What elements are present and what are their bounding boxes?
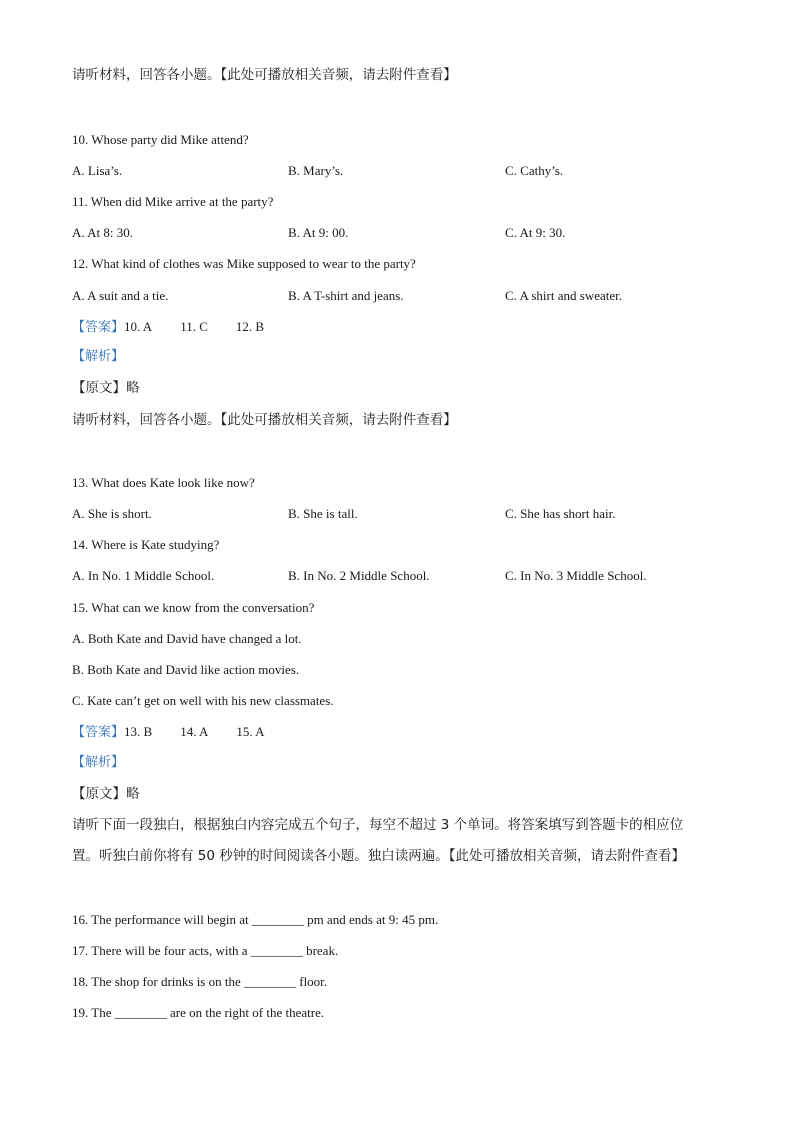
answer-tag: 【答案】 — [72, 725, 125, 740]
original-line-2 — [72, 785, 140, 803]
original-line-1 — [72, 379, 140, 397]
analysis-tag-1: 【解析】 — [72, 349, 125, 364]
answer-11: 11. C — [180, 319, 208, 334]
q11-option-b: B. At 9: 00. — [288, 225, 349, 240]
q15-option-b: B. Both Kate and David like action movies. — [72, 662, 300, 677]
q11-option-c: C. At 9: 30. — [505, 225, 566, 240]
original-tag: 【原文】 — [72, 786, 126, 802]
q14-option-b: B. In No. 2 Middle School. — [288, 568, 430, 583]
q15-option-a: A. Both Kate and David have changed a lot. — [72, 631, 302, 646]
question-15: 15. What can we know from the conversation? — [72, 600, 315, 615]
q11-option-a: A. At 8: 30. — [72, 225, 134, 240]
q14-option-a: A. In No. 1 Middle School. — [72, 568, 215, 583]
answer-line-1 — [72, 318, 292, 337]
analysis-tag-2: 【解析】 — [72, 755, 125, 770]
section3-instruction-line2: 置。听独白前你将有 50 秒钟的时间阅读各小题。独白读两遍。【此处可播放相关音频，请去附件查看】 — [72, 848, 686, 864]
answer-12: 12. B — [235, 319, 265, 334]
answer-14: 14. A — [180, 724, 209, 739]
q10-option-c: C. Cathy’s. — [505, 163, 564, 178]
answer-tag: 【答案】 — [72, 320, 125, 335]
section3-instruction-line1: 请听下面一段独白，根据独白内容完成五个句子，每空不超过 3 个单词。将答案填写到答题卡的相应位 — [72, 817, 684, 833]
q13-option-a: A. She is short. — [72, 506, 152, 521]
q12-option-b: B. A T-shirt and jeans. — [288, 288, 404, 303]
answer-line-2 — [72, 723, 293, 742]
section1-instruction: 请听材料，回答各小题。【此处可播放相关音频，请去附件查看】 — [72, 67, 457, 83]
q12-option-a: A. A suit and a tie. — [72, 288, 169, 303]
question-14: 14. Where is Kate studying? — [72, 537, 220, 552]
q15-option-c: C. Kate can’t get on well with his new classmates. — [72, 693, 334, 708]
q14-option-c: C. In No. 3 Middle School. — [505, 568, 647, 583]
question-11: 11. When did Mike arrive at the party? — [72, 194, 274, 209]
q12-option-c: C. A shirt and sweater. — [505, 288, 622, 303]
q10-option-a: A. Lisa’s. — [72, 163, 123, 178]
answer-15: 15. A — [236, 724, 265, 739]
fill-item-17: 17. There will be four acts, with a ________ break. — [72, 943, 339, 958]
question-10: 10. Whose party did Mike attend? — [72, 132, 249, 147]
question-13: 13. What does Kate look like now? — [72, 475, 255, 490]
fill-item-18: 18. The shop for drinks is on the ________ floor. — [72, 974, 328, 989]
q10-option-b: B. Mary’s. — [288, 163, 344, 178]
original-text: 略 — [126, 786, 140, 802]
q13-option-b: B. She is tall. — [288, 506, 358, 521]
original-text: 略 — [126, 380, 140, 396]
answer-10: 10. A — [124, 319, 153, 334]
section2-instruction: 请听材料，回答各小题。【此处可播放相关音频，请去附件查看】 — [72, 412, 457, 428]
original-tag: 【原文】 — [72, 380, 126, 396]
answer-13: 13. B — [124, 724, 153, 739]
fill-item-19: 19. The ________ are on the right of the theatre. — [72, 1005, 325, 1020]
fill-item-16: 16. The performance will begin at ________ pm and ends at 9: 45 pm. — [72, 912, 439, 927]
question-12: 12. What kind of clothes was Mike supposed to wear to the party? — [72, 256, 416, 271]
q13-option-c: C. She has short hair. — [505, 506, 616, 521]
